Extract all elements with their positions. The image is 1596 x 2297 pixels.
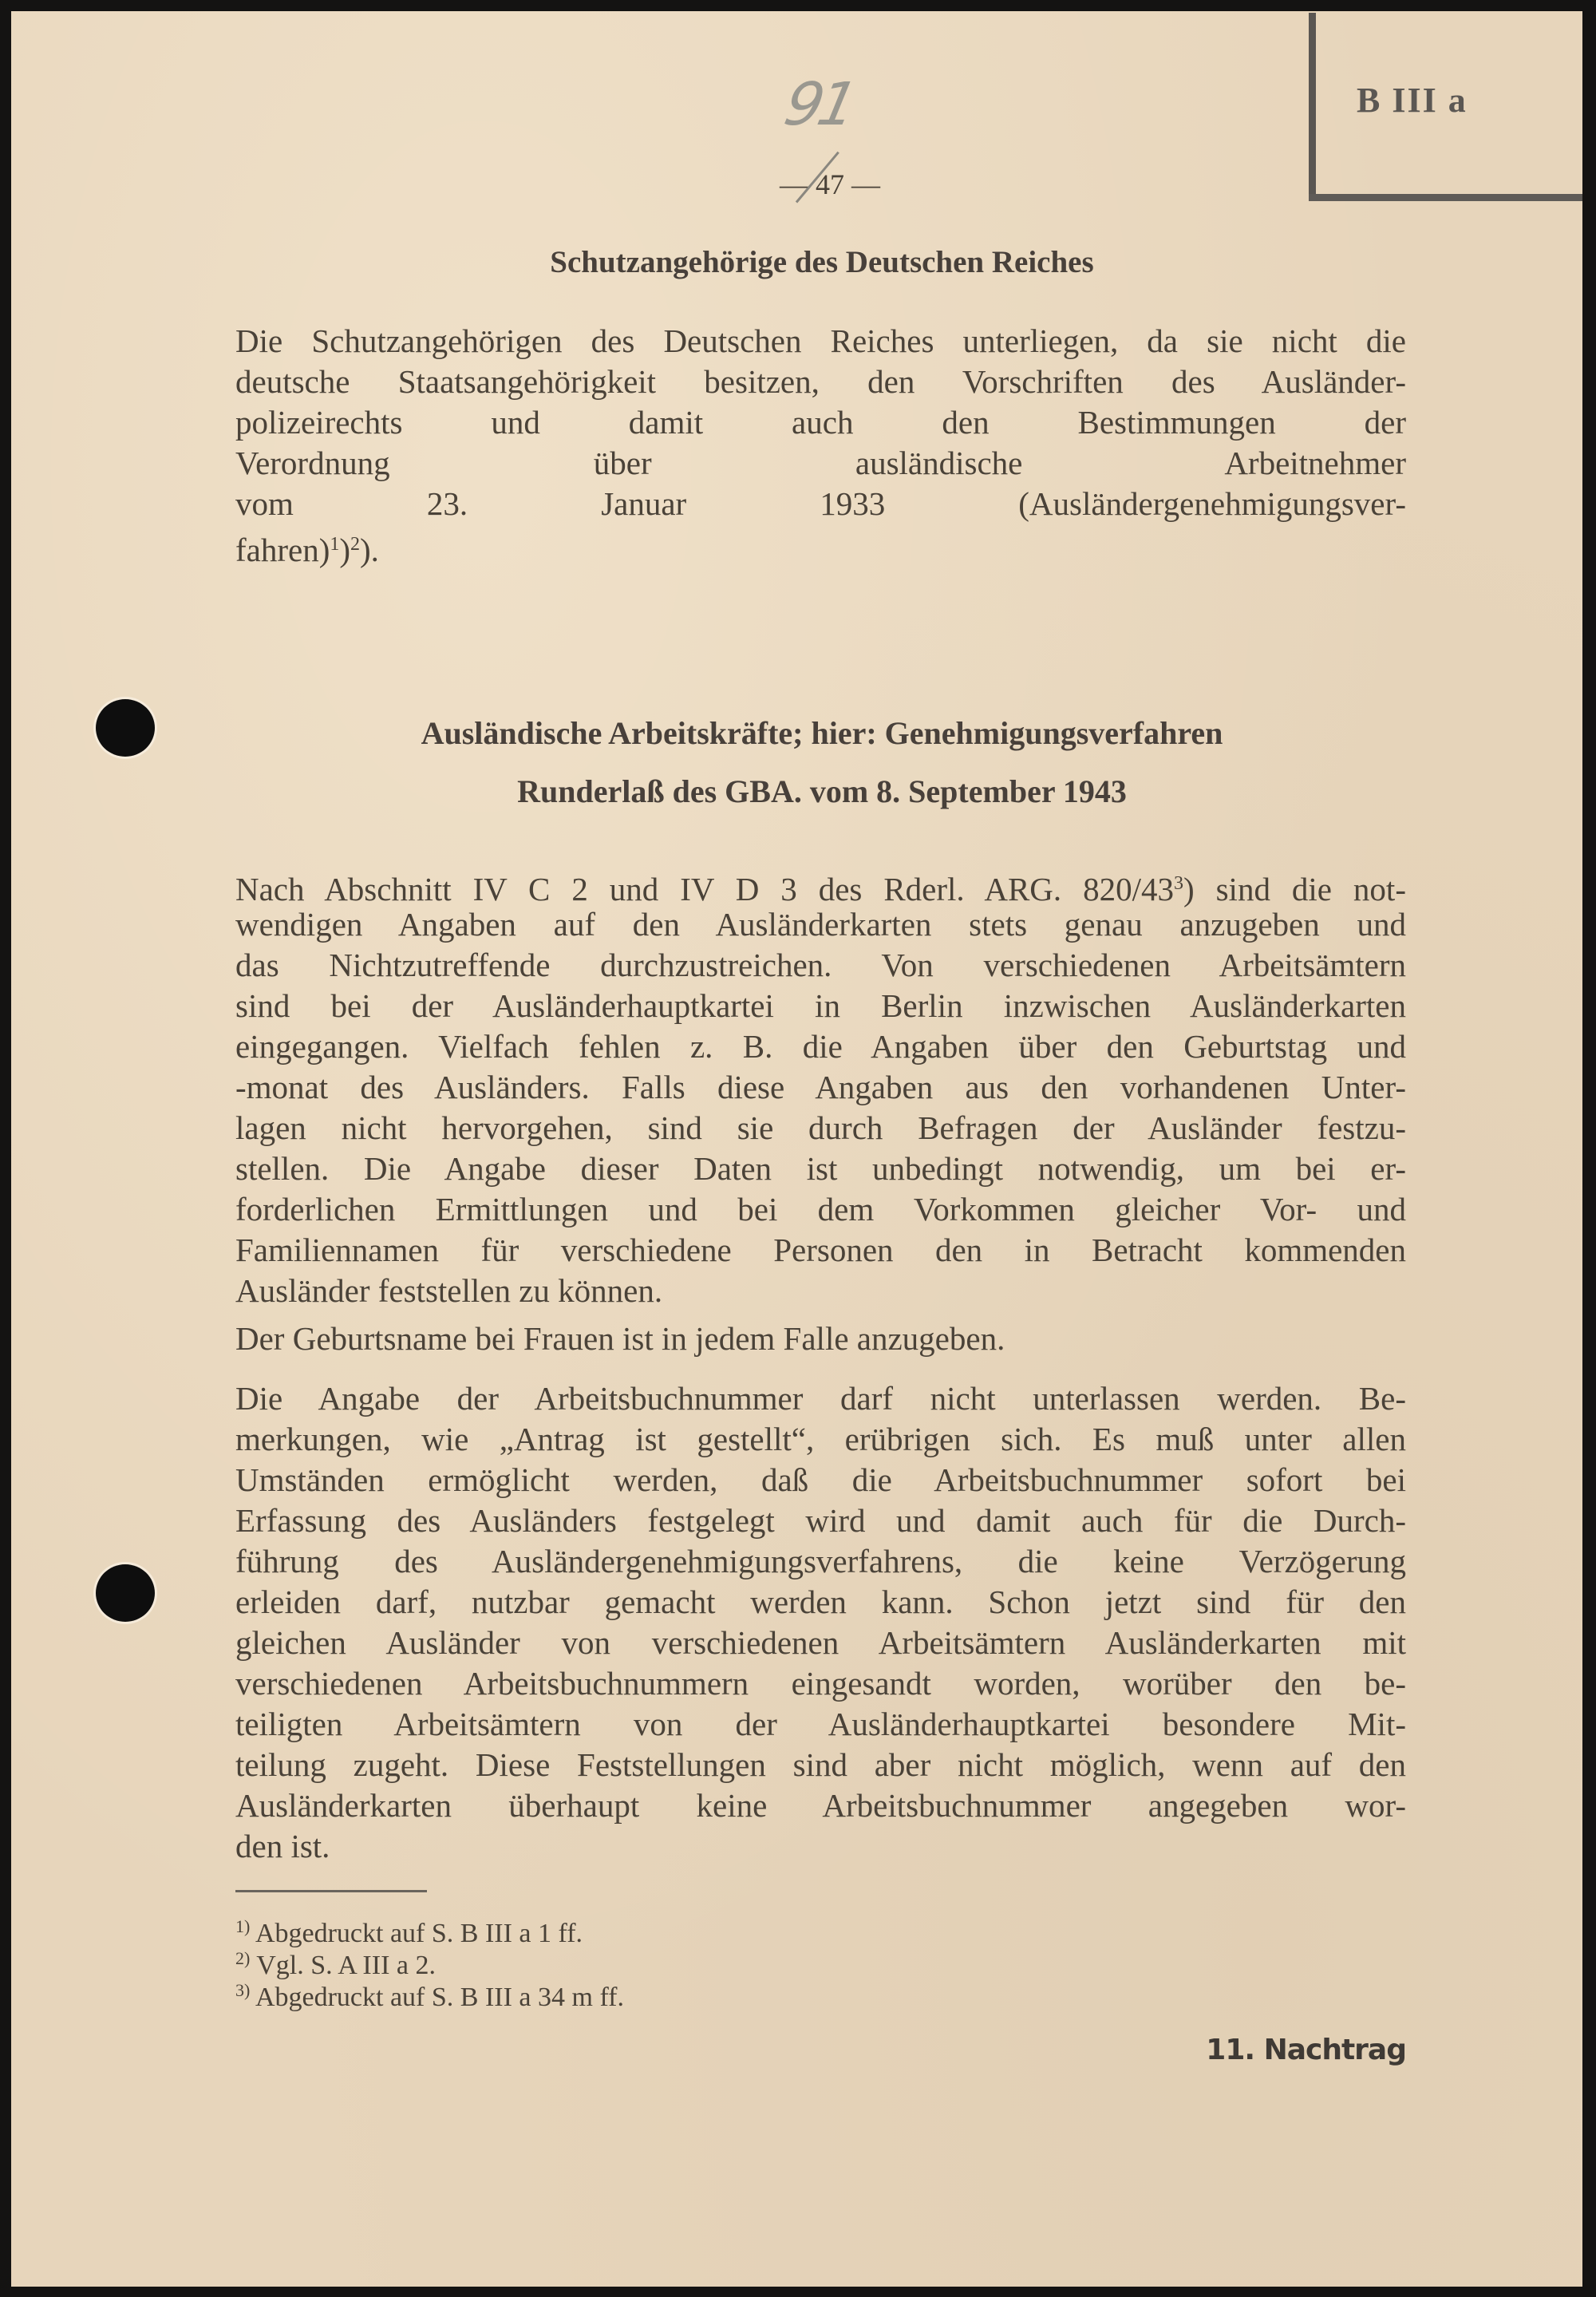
text-line: merkungen, wie „Antrag ist gestellt“, erübrigen sich. Es muß unter allen bbox=[235, 1421, 1406, 1457]
text-line: erleiden darf, nutzbar gemacht werden kann. Schon jetzt sind für den bbox=[235, 1583, 1406, 1620]
footnote-rule bbox=[235, 1890, 427, 1892]
text-line: Ausländerkarten überhaupt keine Arbeitsbuchnummer angegeben wor- bbox=[235, 1787, 1406, 1824]
text-line: deutsche Staatsangehörigkeit besitzen, den Vorschriften des Ausländer- bbox=[235, 363, 1406, 400]
text-line: das Nichtzutreffende durchzustreichen. Von verschiedenen Arbeitsämtern bbox=[235, 947, 1406, 983]
section-box-horizontal-rule bbox=[1309, 194, 1582, 201]
footnote-item bbox=[235, 1975, 624, 2014]
text-line: Der Geburtsname bei Frauen ist in jedem Falle anzugeben. bbox=[235, 1320, 1005, 1357]
text-line: -monat des Ausländers. Falls diese Angaben aus den vorhandenen Unter- bbox=[235, 1069, 1406, 1105]
text-line: polizeirechts und damit auch den Bestimmungen der bbox=[235, 404, 1406, 441]
text-line: Die Schutzangehörigen des Deutschen Reiches unterliegen, da sie nicht die bbox=[235, 322, 1406, 359]
page-number: — 47 — bbox=[780, 168, 880, 200]
text-line: Umständen ermöglicht werden, daß die Arbeitsbuchnummer sofort bei bbox=[235, 1461, 1406, 1498]
footnote-marker: 2) bbox=[235, 1948, 251, 1968]
text-line: Verordnung über ausländische Arbeitnehmer bbox=[235, 445, 1406, 481]
footnote-text: Vgl. S. A III a 2. bbox=[250, 1951, 436, 1980]
text-line: lagen nicht hervorgehen, sind sie durch Befragen der Ausländer festzu- bbox=[235, 1109, 1406, 1146]
text-line: Nach Abschnitt IV C 2 und IV D 3 des Rderl. ARG. $820/43^3$) sind die not- bbox=[235, 871, 1406, 907]
text-line: stellen. Die Angabe dieser Daten ist unbedingt notwendig, um bei er- bbox=[235, 1150, 1406, 1187]
text-line: vom 23. Januar 1933 (Ausländergenehmigungsver- bbox=[235, 485, 1406, 522]
text-line: Erfassung des Ausländers festgelegt wird und damit auch für die Durch- bbox=[235, 1502, 1406, 1539]
text-line: Die Angabe der Arbeitsbuchnummer darf nicht unterlassen werden. Be- bbox=[235, 1380, 1406, 1417]
footnote-text: Abgedruckt auf S. B III a 1 ff. bbox=[250, 1919, 583, 1948]
text-line: teilung zugeht. Diese Feststellungen sind aber nicht möglich, wenn auf den bbox=[235, 1746, 1406, 1783]
text-line: sind bei der Ausländerhauptkartei in Berlin inzwischen Ausländerkarten bbox=[235, 987, 1406, 1024]
text-line: Familiennamen für verschiedene Personen den in Betracht kommenden bbox=[235, 1232, 1406, 1268]
text-line: den ist. bbox=[235, 1828, 330, 1864]
section2-heading: Ausländische Arbeitskräfte; hier: Genehmigungsverfahren bbox=[421, 715, 1223, 751]
footnote-marker: 1) bbox=[235, 1916, 251, 1936]
handwritten-page-number: 91 bbox=[778, 70, 859, 139]
text-line: fahren)$^1$)$^2$). bbox=[235, 532, 379, 568]
footnote-text: Abgedruckt auf S. B III a 34 m ff. bbox=[250, 1983, 624, 2012]
text-line: führung des Ausländergenehmigungsverfahrens, die keine Verzögerung bbox=[235, 1543, 1406, 1579]
text-line: verschiedenen Arbeitsbuchnummern eingesandt worden, worüber den be- bbox=[235, 1665, 1406, 1702]
text-line: Ausländer feststellen zu können. bbox=[235, 1272, 663, 1309]
section-box-vertical-rule bbox=[1309, 13, 1316, 196]
text-line: forderlichen Ermittlungen und bei dem Vorkommen gleicher Vor- und bbox=[235, 1191, 1406, 1228]
text-line: wendigen Angaben auf den Ausländerkarten stets genau anzugeben und bbox=[235, 906, 1406, 943]
text-line: teiligten Arbeitsämtern von der Ausländerhauptkartei besondere Mit- bbox=[235, 1706, 1406, 1742]
section-tag: B III a bbox=[1357, 81, 1468, 120]
section1-heading: Schutzangehörige des Deutschen Reiches bbox=[550, 245, 1094, 279]
punch-hole-bottom bbox=[96, 1564, 155, 1622]
text-line: eingegangen. Vielfach fehlen z. B. die Angaben über den Geburtstag und bbox=[235, 1028, 1406, 1065]
punch-hole-top bbox=[96, 699, 155, 757]
section2-subheading: Runderlaß des GBA. vom 8. September 1943 bbox=[517, 773, 1127, 809]
text-line: gleichen Ausländer von verschiedenen Arbeitsämtern Ausländerkarten mit bbox=[235, 1624, 1406, 1661]
footnote-marker: 3) bbox=[235, 1980, 251, 2000]
supplement-label: 11. Nachtrag bbox=[1206, 2034, 1406, 2066]
